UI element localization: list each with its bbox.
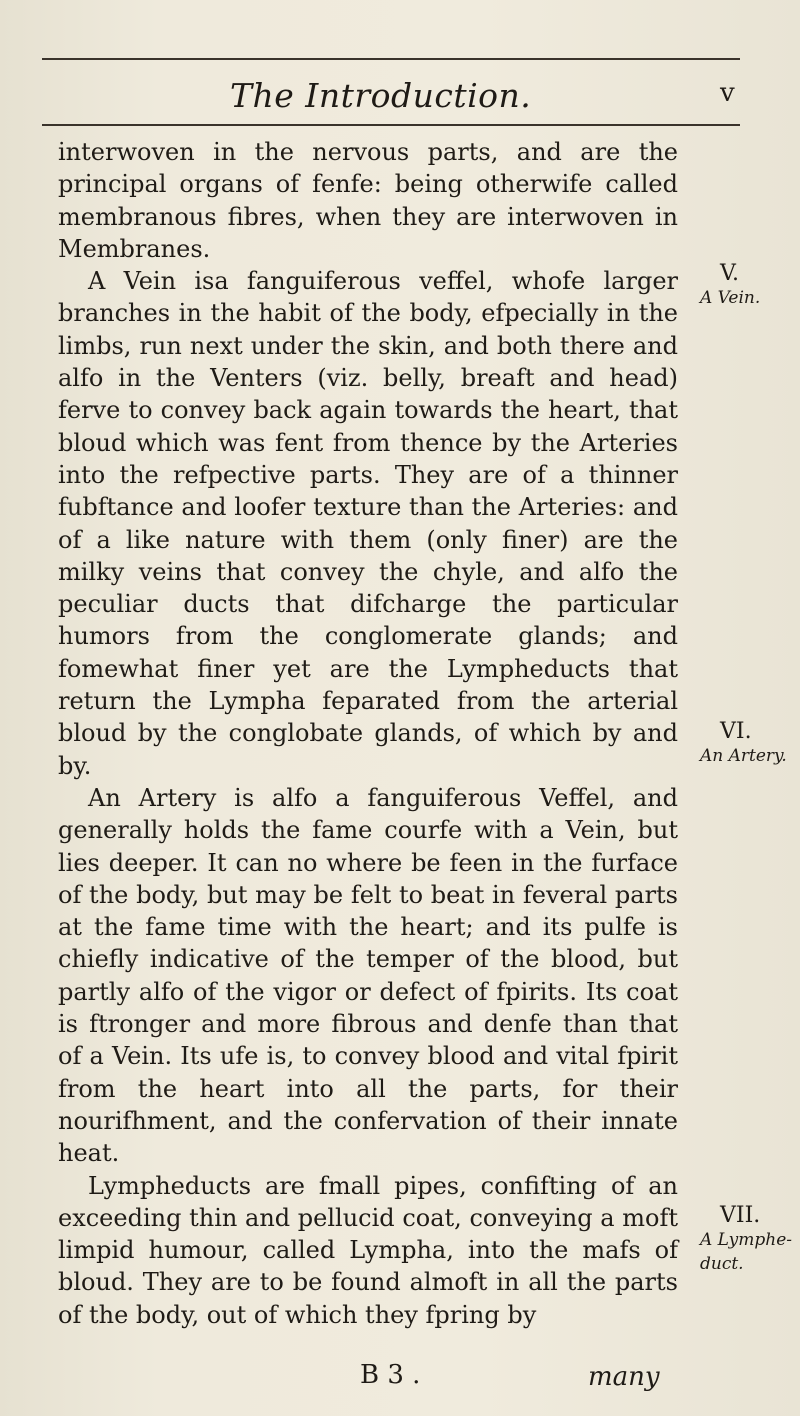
margin-note-number: VII. [720, 1203, 761, 1228]
margin-note-number: V. [720, 261, 740, 286]
margin-note-label: An Artery. [700, 746, 787, 766]
signature-mark: B 3 . [360, 1360, 421, 1390]
paragraph-continuation: interwoven in the nervous parts, and are the principal organs of fenfe: being otherwife called membranous fibres, when they are interwoven in Membranes. [58, 138, 678, 263]
paragraph-vein: A Vein isa fanguiferous veffel, whofe larger branches in the habit of the body, efpecially in the limbs, run next under the skin, and both there and alfo in the Venters (viz. belly, breaft and head) ferve to convey back again towards the heart, that bloud which was fent from thence by the Arteries into the refpective parts. They are of a thinner fubftance and loofer texture than the Arteries: and of a like nature with them (only finer) are the milky veins that convey the chyle, and alfo the peculiar ducts that difcharge the particular humors from the conglomerate glands; and fomewhat finer yet are the Lympheducts that return the Lympha feparated from the arterial bloud by the conglobate glands, of which by and by. [58, 267, 678, 780]
margin-note-number: VI. [720, 719, 752, 744]
margin-note-label: A Vein. [700, 288, 761, 308]
body-text [58, 136, 678, 1331]
catchword: many [588, 1362, 660, 1392]
paragraph-lympheducts: Lympheducts are fmall pipes, confifting of an exceeding thin and pellucid coat, conveying a moft limpid humour, called Lympha, into the mafs of bloud. They are to be found almoft in all the parts of the body, out of which they fpring by [58, 1171, 678, 1329]
margin-note-lymphe-duct [700, 1204, 800, 1276]
top-rule [42, 58, 740, 60]
page-header [0, 68, 800, 118]
paragraph-artery: An Artery is alfo a fanguiferous Veffel, and generally holds the fame courfe with a Vein, but lies deeper. It can no where be feen in the furface of the body, but may be felt to beat in feveral parts at the fame time with the heart; and its pulfe is chiefly indicative of the temper of the blood, but partly alfo of the vigor or defect of fpirits. Its coat is ftronger and more fibrous and denfe than that of a Vein. Its ufe is, to convey blood and vital fpirit from the heart into all the parts, for their nourifhment, and the confervation of their innate heat. [58, 783, 678, 1168]
running-head: The Introduction. [230, 76, 532, 115]
margin-note-vein [700, 262, 800, 310]
margin-note-artery [700, 720, 800, 768]
header-rule [42, 124, 740, 126]
page-number: v [720, 78, 735, 108]
margin-note-label: A Lymphe-duct. [700, 1230, 793, 1274]
